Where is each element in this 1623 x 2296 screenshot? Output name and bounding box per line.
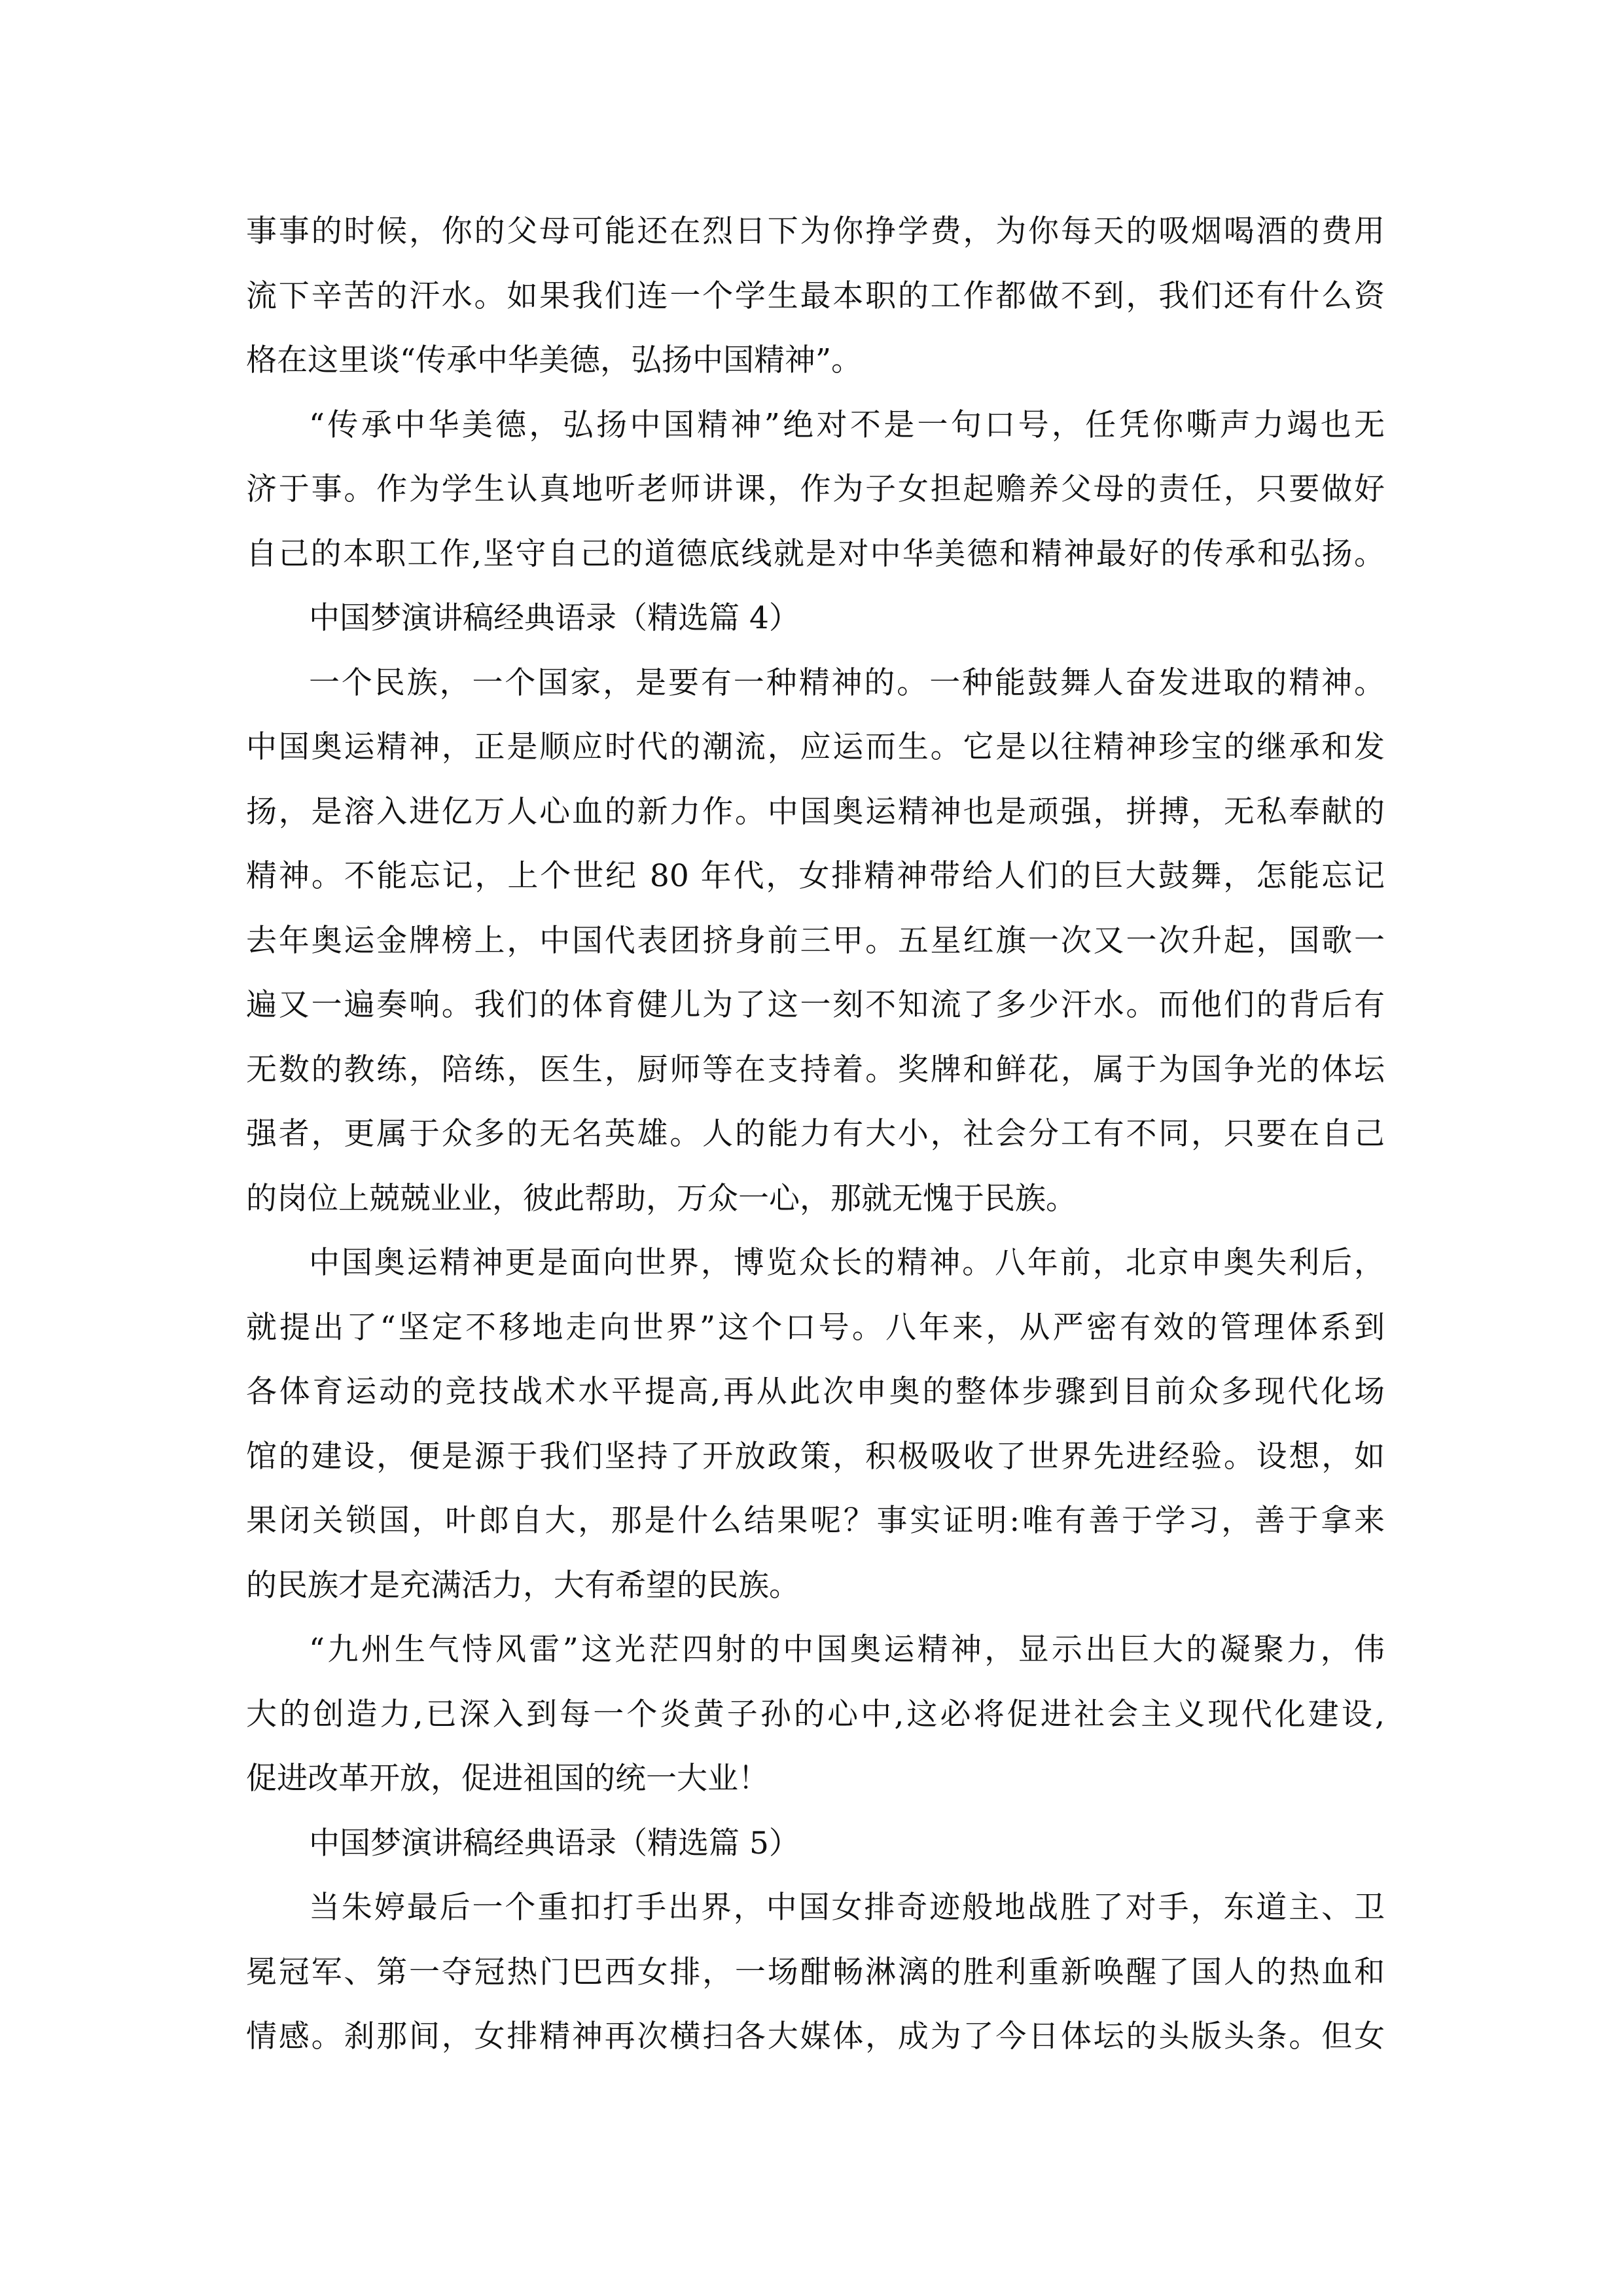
text-line: 中国奥运精神，正是顺应时代的潮流，应运而生。它是以往精神珍宝的继承和发 <box>246 729 1385 765</box>
text-line: 扬，是溶入进亿万人心血的新力作。中国奥运精神也是顽强，拼搏，无私奉献的 <box>246 793 1385 830</box>
paragraph-first-line: “传承中华美德，弘扬中国精神”绝对不是一句口号，任凭你嘶声力竭也无 <box>309 406 1385 443</box>
text-line: 馆的建设，便是源于我们坚持了开放政策，积极吸收了世界先进经验。设想，如 <box>246 1438 1385 1475</box>
text-line: 精神。不能忘记，上个世纪 80 年代，女排精神带给人们的巨大鼓舞，怎能忘记 <box>246 858 1385 894</box>
text-line: 冕冠军、第一夺冠热门巴西女排，一场酣畅淋漓的胜利重新唤醒了国人的热血和 <box>246 1954 1385 1990</box>
text-line: 遍又一遍奏响。我们的体育健儿为了这一刻不知流了多少汗水。而他们的背后有 <box>246 987 1385 1023</box>
section-heading-5: 中国梦演讲稿经典语录（精选篇 5） <box>309 1825 800 1861</box>
text-line: 事事的时候，你的父母可能还在烈日下为你挣学费，为你每天的吸烟喝酒的费用 <box>246 213 1385 249</box>
text-line: 自己的本职工作,坚守自己的道德底线就是对中华美德和精神最好的传承和弘扬。 <box>246 535 1385 572</box>
text-line: 促进改革开放，促进祖国的统一大业！ <box>246 1761 769 1797</box>
text-line: 大的创造力,已深入到每一个炎黄子孙的心中,这必将促进社会主义现代化建设, <box>246 1696 1385 1732</box>
paragraph-first-line: 当朱婷最后一个重扣打手出界，中国女排奇迹般地战胜了对手，东道主、卫 <box>309 1890 1385 1926</box>
text-line: 格在这里谈“传承中华美德，弘扬中国精神”。 <box>246 342 863 378</box>
text-line: 情感。刹那间，女排精神再次横扫各大媒体，成为了今日体坛的头版头条。但女 <box>246 2018 1385 2054</box>
section-heading-4: 中国梦演讲稿经典语录（精选篇 4） <box>309 600 800 636</box>
text-line: 的民族才是充满活力，大有希望的民族。 <box>246 1567 800 1604</box>
text-line: 各体育运动的竞技战术水平提高,再从此次申奥的整体步骤到目前众多现代化场 <box>246 1374 1385 1410</box>
document-body <box>246 200 1385 2070</box>
text-line: 强者，更属于众多的无名英雄。人的能力有大小，社会分工有不同，只要在自己 <box>246 1116 1385 1152</box>
paragraph-first-line: “九州生气恃风雷”这光茫四射的中国奥运精神，显示出巨大的凝聚力，伟 <box>309 1632 1385 1668</box>
text-line: 流下辛苦的汗水。如果我们连一个学生最本职的工作都做不到，我们还有什么资 <box>246 278 1385 314</box>
text-line: 济于事。作为学生认真地听老师讲课，作为子女担起赡养父母的责任，只要做好 <box>246 471 1385 507</box>
paragraph-first-line: 一个民族，一个国家，是要有一种精神的。一种能鼓舞人奋发进取的精神。 <box>309 664 1385 701</box>
text-line: 的岗位上兢兢业业，彼此帮助，万众一心，那就无愧于民族。 <box>246 1180 1077 1217</box>
text-line: 去年奥运金牌榜上，中国代表团挤身前三甲。五星红旗一次又一次升起，国歌一 <box>246 922 1385 959</box>
text-line: 无数的教练，陪练，医生，厨师等在支持着。奖牌和鲜花，属于为国争光的体坛 <box>246 1051 1385 1088</box>
text-line: 就提出了“坚定不移地走向世界”这个口号。八年来，从严密有效的管理体系到 <box>246 1309 1385 1346</box>
text-line: 果闭关锁国，叶郎自大，那是什么结果呢？事实证明:唯有善于学习，善于拿来 <box>246 1503 1385 1539</box>
paragraph-first-line: 中国奥运精神更是面向世界，博览众长的精神。八年前，北京申奥失利后， <box>309 1245 1385 1281</box>
